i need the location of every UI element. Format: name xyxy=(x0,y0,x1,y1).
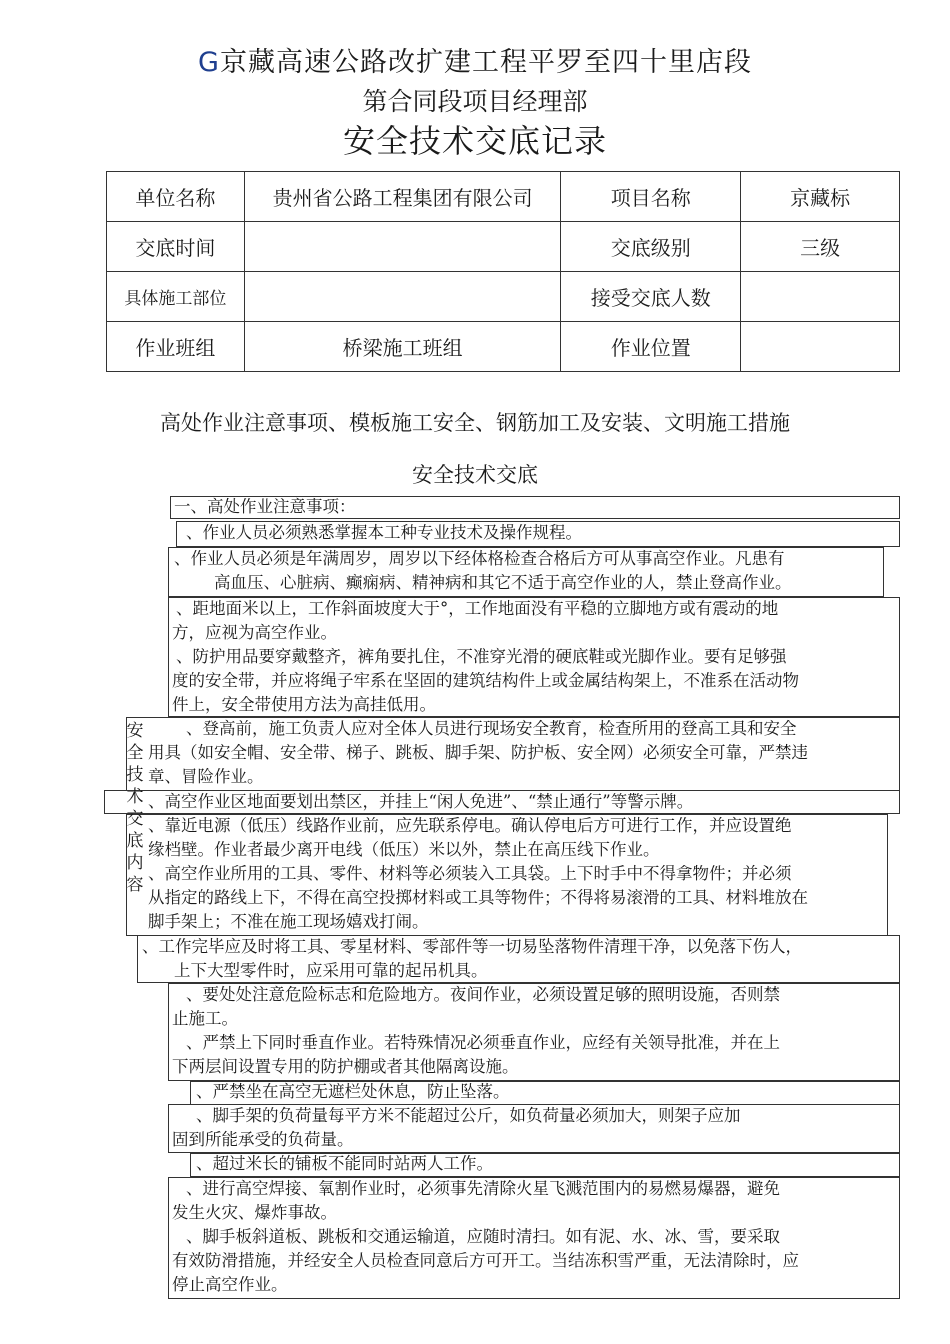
content-line: 高血压、心脏病、癫痫病、精神病和其它不适于高空作业的人，禁止登高作业。 xyxy=(214,573,792,592)
project-value: 京藏标 xyxy=(741,172,900,222)
project-label: 项目名称 xyxy=(561,172,741,222)
content-line: 停止高空作业。 xyxy=(172,1275,288,1294)
content-line: 脚手架上；不准在施工现场嬉戏打闹。 xyxy=(148,912,429,931)
document-title xyxy=(0,40,950,79)
content-line: 一、高处作业注意事项： xyxy=(174,497,356,516)
title-line-1: 京藏高速公路改扩建工程平罗至四十里店段 xyxy=(219,47,752,78)
content-line: 、超过米长的铺板不能同时站两人工作。 xyxy=(196,1154,493,1173)
content-line: 、作业人员必须熟悉掌握本工种专业技术及操作规程。 xyxy=(186,523,582,542)
content-line: 方，应视为高空作业。 xyxy=(172,623,337,642)
content-line: 止施工。 xyxy=(172,1009,238,1028)
content-line: 缘档壁。作业者最少离开电线（低压）米以外，禁止在高压线下作业。 xyxy=(148,840,660,859)
content-line: 从指定的路线上下，不得在高空投掷材料或工具等物件；不得将易滚滑的工具、材料堆放在 xyxy=(148,888,808,907)
team-value: 桥梁施工班组 xyxy=(244,322,561,372)
record-title: 安全技术交底记录 xyxy=(342,122,607,160)
content-line: 、高空作业所用的工具、零件、材料等必须装入工具袋。上下时手中不得拿物件；并必须 xyxy=(148,864,792,883)
location-value xyxy=(244,272,561,322)
people-value xyxy=(741,272,900,322)
document-subtitle: 第合同段项目经理部 xyxy=(362,87,588,116)
unit-label: 单位名称 xyxy=(107,172,245,222)
content-line: 用具（如安全帽、安全带、梯子、跳板、脚手架、防护板、安全网）必须安全可靠，严禁违 xyxy=(148,743,808,762)
content-line: 发生火灾、爆炸事故。 xyxy=(172,1203,337,1222)
info-row xyxy=(107,222,900,272)
level-label: 交底级别 xyxy=(561,222,741,272)
people-label: 接受交底人数 xyxy=(561,272,741,322)
content-line: 、要处处注意危险标志和危险地方。夜间作业，必须设置足够的照明设施，否则禁 xyxy=(186,985,780,1004)
section-heading: 安全技术交底 xyxy=(412,463,538,487)
content-line: 、进行高空焊接、氧割作业时，必须事先清除火星飞溅范围内的易燃易爆器，避免 xyxy=(186,1179,780,1198)
content-line: 下两层间设置专用的防护棚或者其他隔离设施。 xyxy=(172,1057,519,1076)
info-row xyxy=(107,172,900,222)
info-row xyxy=(107,272,900,322)
content-line: 、防护用品要穿戴整齐，裤角要扎住，不准穿光滑的硬底鞋或光脚作业。要有足够强 xyxy=(176,647,787,666)
content-line: 度的安全带，并应将绳子牢系在坚固的建筑结构件上或金属结构架上，不准系在活动物 xyxy=(172,671,799,690)
team-label: 作业班组 xyxy=(107,322,245,372)
content-line: 、脚手架的负荷量每平方米不能超过公斤，如负荷量必须加大，则架子应加 xyxy=(196,1106,741,1125)
content-line: 、脚手板斜道板、跳板和交通运输道，应随时清扫。如有泥、水、冰、雪，要采取 xyxy=(186,1227,780,1246)
content-line: 章、冒险作业。 xyxy=(148,767,264,786)
position-value xyxy=(741,322,900,372)
content-line: 件上，安全带使用方法为高挂低用。 xyxy=(172,695,436,714)
level-value: 三级 xyxy=(741,222,900,272)
content-line: 、高空作业区地面要划出禁区，并挂上“闲人免进”、“禁止通行”等警示牌。 xyxy=(148,792,694,811)
content-line: 有效防滑措施，并经安全人员检查同意后方可开工。当结冻积雪严重，无法清除时，应 xyxy=(172,1251,799,1270)
content-line: 、距地面米以上，工作斜面坡度大于°，工作地面没有平稳的立脚地方或有震动的地 xyxy=(176,599,779,618)
info-row xyxy=(107,322,900,372)
section-subtitle: 高处作业注意事项、模板施工安全、钢筋加工及安装、文明施工措施 xyxy=(160,411,790,435)
time-label: 交底时间 xyxy=(107,222,245,272)
title-prefix: G xyxy=(198,47,220,78)
side-label: 安全技术交底内容 xyxy=(126,721,144,895)
info-table xyxy=(106,171,900,372)
location-label: 具体施工部位 xyxy=(107,272,245,322)
content-line: 、靠近电源（低压）线路作业前，应先联系停电。确认停电后方可进行工作，并应设置绝 xyxy=(148,816,792,835)
content-line: 、工作完毕应及时将工具、零星材料、零部件等一切易坠落物件清理干净，以免落下伤人， xyxy=(142,937,802,956)
content-line: 、登高前，施工负责人应对全体人员进行现场安全教育，检查所用的登高工具和安全 xyxy=(186,719,797,738)
content-line: 、作业人员必须是年满周岁，周岁以下经体格检查合格后方可从事高空作业。凡患有 xyxy=(174,549,785,568)
unit-value: 贵州省公路工程集团有限公司 xyxy=(244,172,561,222)
content-line: 、严禁上下同时垂直作业。若特殊情况必须垂直作业，应经有关领导批准，并在上 xyxy=(186,1033,780,1052)
time-value xyxy=(244,222,561,272)
content-line: 、严禁坐在高空无遮栏处休息，防止坠落。 xyxy=(196,1082,510,1101)
content-line: 固到所能承受的负荷量。 xyxy=(172,1130,354,1149)
content-line: 上下大型零件时，应采用可靠的起吊机具。 xyxy=(174,961,488,980)
position-label: 作业位置 xyxy=(561,322,741,372)
